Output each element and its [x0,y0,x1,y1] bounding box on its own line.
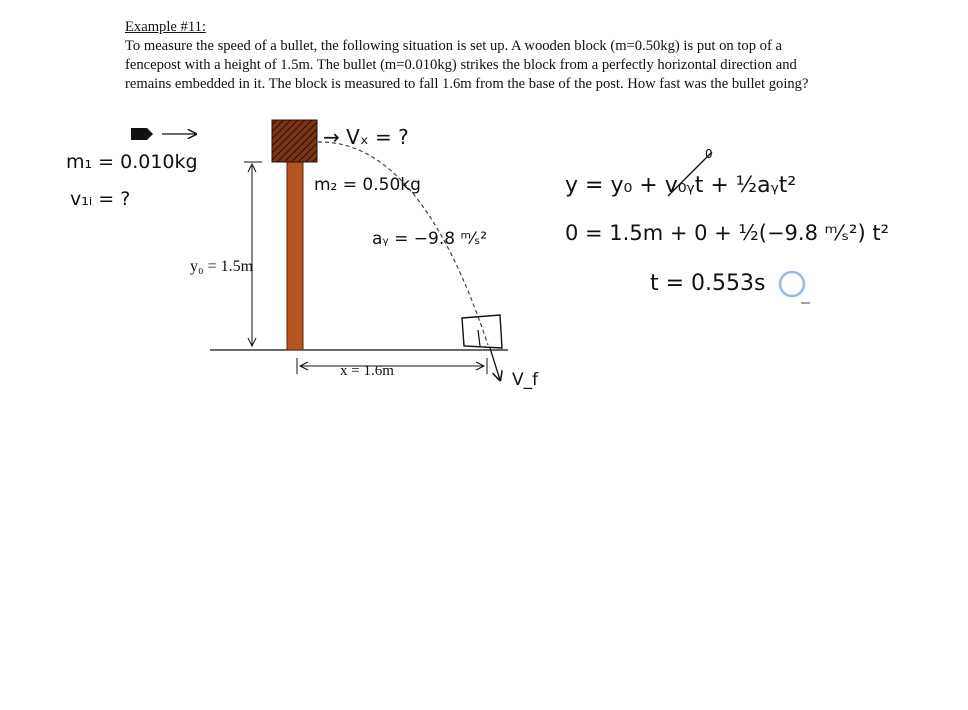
zero-mark: 0 [705,147,713,161]
cursor-indicator [780,272,804,296]
x-label: x = 1.6m [340,363,394,379]
height-dimension [244,162,262,346]
wooden-block [272,120,317,162]
ay-label: aᵧ = −9.8 ᵐ⁄ₛ² [372,229,488,249]
v1i-label: v₁ᵢ = ? [70,188,131,210]
fence-post [287,162,303,350]
y0-label: y₀ = 1.5m [190,258,254,275]
m2-label: m₂ = 0.50kg [314,175,421,195]
final-velocity-arrow [490,348,500,380]
problem-text: To measure the speed of a bullet, the following situation is set up. A wooden block (m=0.50kg) is put on top of a fencepost with a height of 1.5m. The bullet (m=0.010kg) strikes the block from a perfectly horizontal direction and remains embedded in it. The block is measured to fall 1.6m from the base of the post. How fast was the bullet going? [125,38,809,92]
equation-kinematic: y = y₀ + v₀ᵧt + ½aᵧt² [565,173,797,198]
m1-label: m₁ = 0.010kg [66,151,198,173]
example-title: Example #11: [125,19,206,35]
bullet-icon [131,128,196,140]
vx-label: → Vₓ = ? [323,125,409,149]
equation-substituted: 0 = 1.5m + 0 + ½(−9.8 ᵐ⁄ₛ²) t² [565,221,889,245]
equation-time: t = 0.553s [650,271,766,296]
vf-label: V_f [512,370,539,390]
landed-block [462,315,502,348]
